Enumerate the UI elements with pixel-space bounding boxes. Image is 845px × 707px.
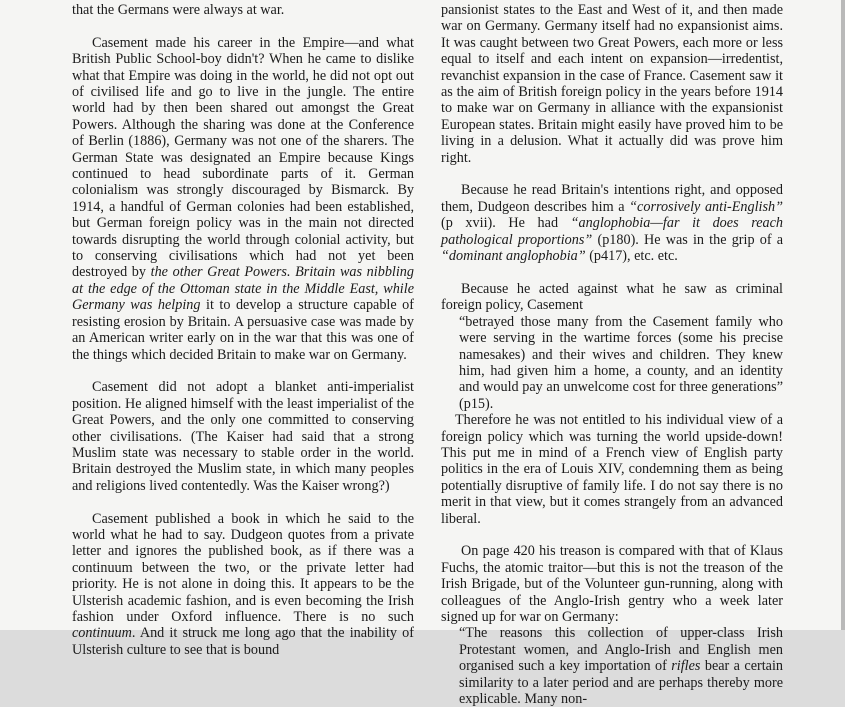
paragraph-continuation: that the Germans were always at war. (72, 2, 285, 18)
right-column (441, 2, 783, 707)
quote-reasons: “The reasons this collection of upper-class Irish Protestant women, and Anglo-Irish and English men organised such a key importation of rifles bear a certain similarity to a later period and are perhaps thereby more explicable. Many non- (459, 625, 783, 707)
paragraph-criminal-foreign-policy: Because he acted against what he saw as criminal foreign policy, Casement (441, 280, 783, 314)
paragraph-expansionist-states: pansionist states to the East and West of it, and then made war on Germany. Germany itself had no expansionist aims. It was caught between two Great Powers, each more or less equal to itself and each intent on expansion—irredentist, revanchist expansion in the case of France. Casement saw it as the aim of British foreign policy in the years before 1914 to make war on Germany in alliance with the expansionist European states. Britain might easily have proved him to be living in a delusion. What it actually did was prove him right. (441, 2, 783, 166)
left-column (72, 2, 414, 658)
paragraph-anti-imperialist: Casement did not adopt a blanket anti-imperialist position. He aligned himself with the least imperialist of the Great Powers, and the only one committed to conserving other civilisations. (The Kaiser had said that a strong Muslim state was necessary to stable order in the world. Britain destroyed the Muslim state, in which many peoples and religions lived contentedly. Was the Kaiser wrong?) (72, 379, 414, 494)
page-edge-shadow (841, 0, 845, 630)
paragraph-anglophobia: Because he read Britain's intentions right, and opposed them, Dudgeon describes him a “corrosively anti-English” (p xvii). He had “anglophobia—far it does reach pathological proportions” (p180). He was in the grip of a “dominant anglophobia” (p417), etc. etc. (441, 182, 784, 265)
paragraph-published-book: Casement published a book in which he said to the world what he had to say. Dudgeon quotes from a private letter and ignores the published book, as if there was a continuum between the two, or the private letter had priority. He is not alone in doing this. It appears to be the Ulsterish academic fashion, and is even becoming the Irish fashion under Oxford influence. There is no such continuum. And it struck me long ago that the inability of Ulsterish culture to see that is bound (72, 510, 414, 658)
paragraph-klaus-fuchs: On page 420 his treason is compared with that of Klaus Fuchs, the atomic traitor—but this is not the treason of the Irish Brigade, but of the Volunteer gun-running, along with colleagues of the Anglo-Irish gentry who a week later signed up for war on Germany: (441, 543, 783, 625)
paragraph-individual-view: Therefore he was not entitled to his individual view of a foreign policy which was turning the world upside-down! This put me in mind of a French view of English party politics in the era of Louis XIV, condemning them as being potentially disruptive of family life. I do not say there is no merit in that view, but it comes strangely from an advanced liberal. (441, 412, 783, 527)
quote-betrayed: “betrayed those many from the Casement family who were serving in the wartime forces (some his precise namesakes) and their wives and children. They knew him, had given him a home, a county, and an identity and would pay an unwelcome cost for three generations” (p15). (459, 313, 783, 412)
paragraph-casement-career: Casement made his career in the Empire—and what British Public School-boy didn't? When he came to dislike what that Empire was doing in the world, he did not opt out of civilised life and go to live in the jungle. The entire world had by then been shared out amongst the Great Powers. Although the sharing was done at the Conference of Berlin (1886), Germany was not one of the sharers. The German State was designated an Empire because Kings continued to head subordinate parts of it. German colonialism was strongly discouraged by Bismarck. By 1914, a handful of German colonies had been established, but German foreign policy was in the main not directed towards disrupting the world through colonial activity, but to conserving civilisations which had not yet been destroyed by the other Great Powers. Britain was nibbling at the edge of the Ottoman state in the Middle East, while Germany was helping it to develop a structure capable of resisting erosion by Britain. A persuasive case was made by an American writer early on in the war that this was one of the things which decided Britain to make war on Germany. (72, 34, 415, 363)
